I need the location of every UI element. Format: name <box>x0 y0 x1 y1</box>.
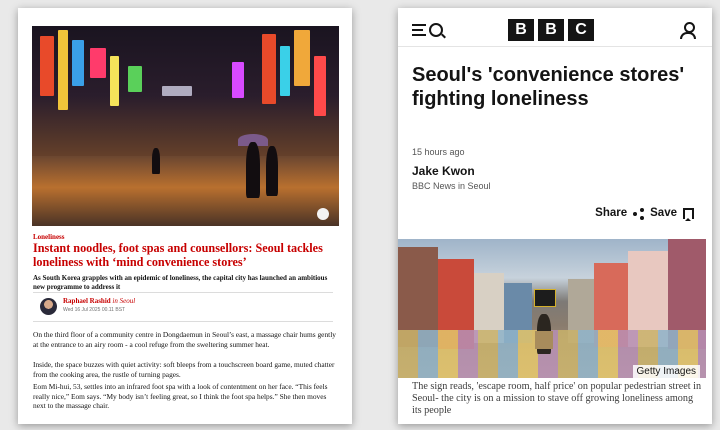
article-headline: Seoul's 'convenience stores' fighting loneliness <box>412 64 685 110</box>
body-paragraph: Inside, the space buzzes with quiet activity: soft bleeps from a touchscreen board game, muted chatter from the cooking area, the rustle of turning pages. <box>33 360 335 379</box>
bbc-article-card <box>398 8 712 424</box>
share-icon[interactable] <box>633 208 644 219</box>
body-paragraph: Eom Mi-hui, 53, settles into an infrared foot spa with a look of contentment on her face. “This feels really nice,” Eom says. “My body isn’t feeling great, so I think the foot spa helps.” She then moves next to the massage chair. <box>33 382 328 411</box>
bbc-logo[interactable] <box>508 19 594 41</box>
save-button[interactable]: Save <box>650 207 677 219</box>
author-avatar <box>40 298 57 315</box>
pedestrian-street-photo <box>398 239 706 378</box>
body-paragraph: On the third floor of a community centre in Dongdaemun in Seoul’s east, a massage chair hums gently at the entrance to an airy room - a cool refuge from the sweltering summer heat. <box>33 330 336 349</box>
divider <box>33 321 333 322</box>
author-location: in Seoul <box>112 297 136 305</box>
author-name: Jake Kwon <box>412 164 475 178</box>
image-caption: The sign reads, 'escape room, half price' on popular pedestrian street in Seoul- the city is on a mission to stave off growing loneliness among its people <box>412 381 702 416</box>
guardian-article-card <box>18 8 352 424</box>
article-actions <box>595 207 694 219</box>
image-credit: Getty Images <box>633 365 700 378</box>
article-headline: Instant noodles, foot spas and counsellors: Seoul tackles loneliness with ‘mind convenience stores’ <box>33 241 323 269</box>
author-name[interactable]: Raphael Rashid <box>63 297 111 305</box>
author-role: BBC News in Seoul <box>412 181 491 191</box>
logo-block: B <box>508 19 534 41</box>
account-icon[interactable] <box>680 22 696 38</box>
share-button[interactable]: Share <box>595 207 628 219</box>
publish-date: Wed 16 Jul 2025 00.11 BST <box>63 307 126 313</box>
byline <box>63 297 135 305</box>
seoul-street-photo <box>32 26 339 226</box>
divider <box>33 292 333 293</box>
publish-time: 15 hours ago <box>412 147 465 157</box>
bookmark-icon[interactable] <box>683 208 694 219</box>
menu-icon[interactable] <box>412 24 426 36</box>
article-standfirst: As South Korea grapples with an epidemic of loneliness, the capital city has launched an ambitious new programme to address it <box>33 274 328 291</box>
logo-block: C <box>568 19 594 41</box>
header-divider <box>398 46 712 47</box>
logo-block: B <box>538 19 564 41</box>
search-icon[interactable] <box>429 23 443 37</box>
section-kicker[interactable]: Loneliness <box>33 233 65 241</box>
